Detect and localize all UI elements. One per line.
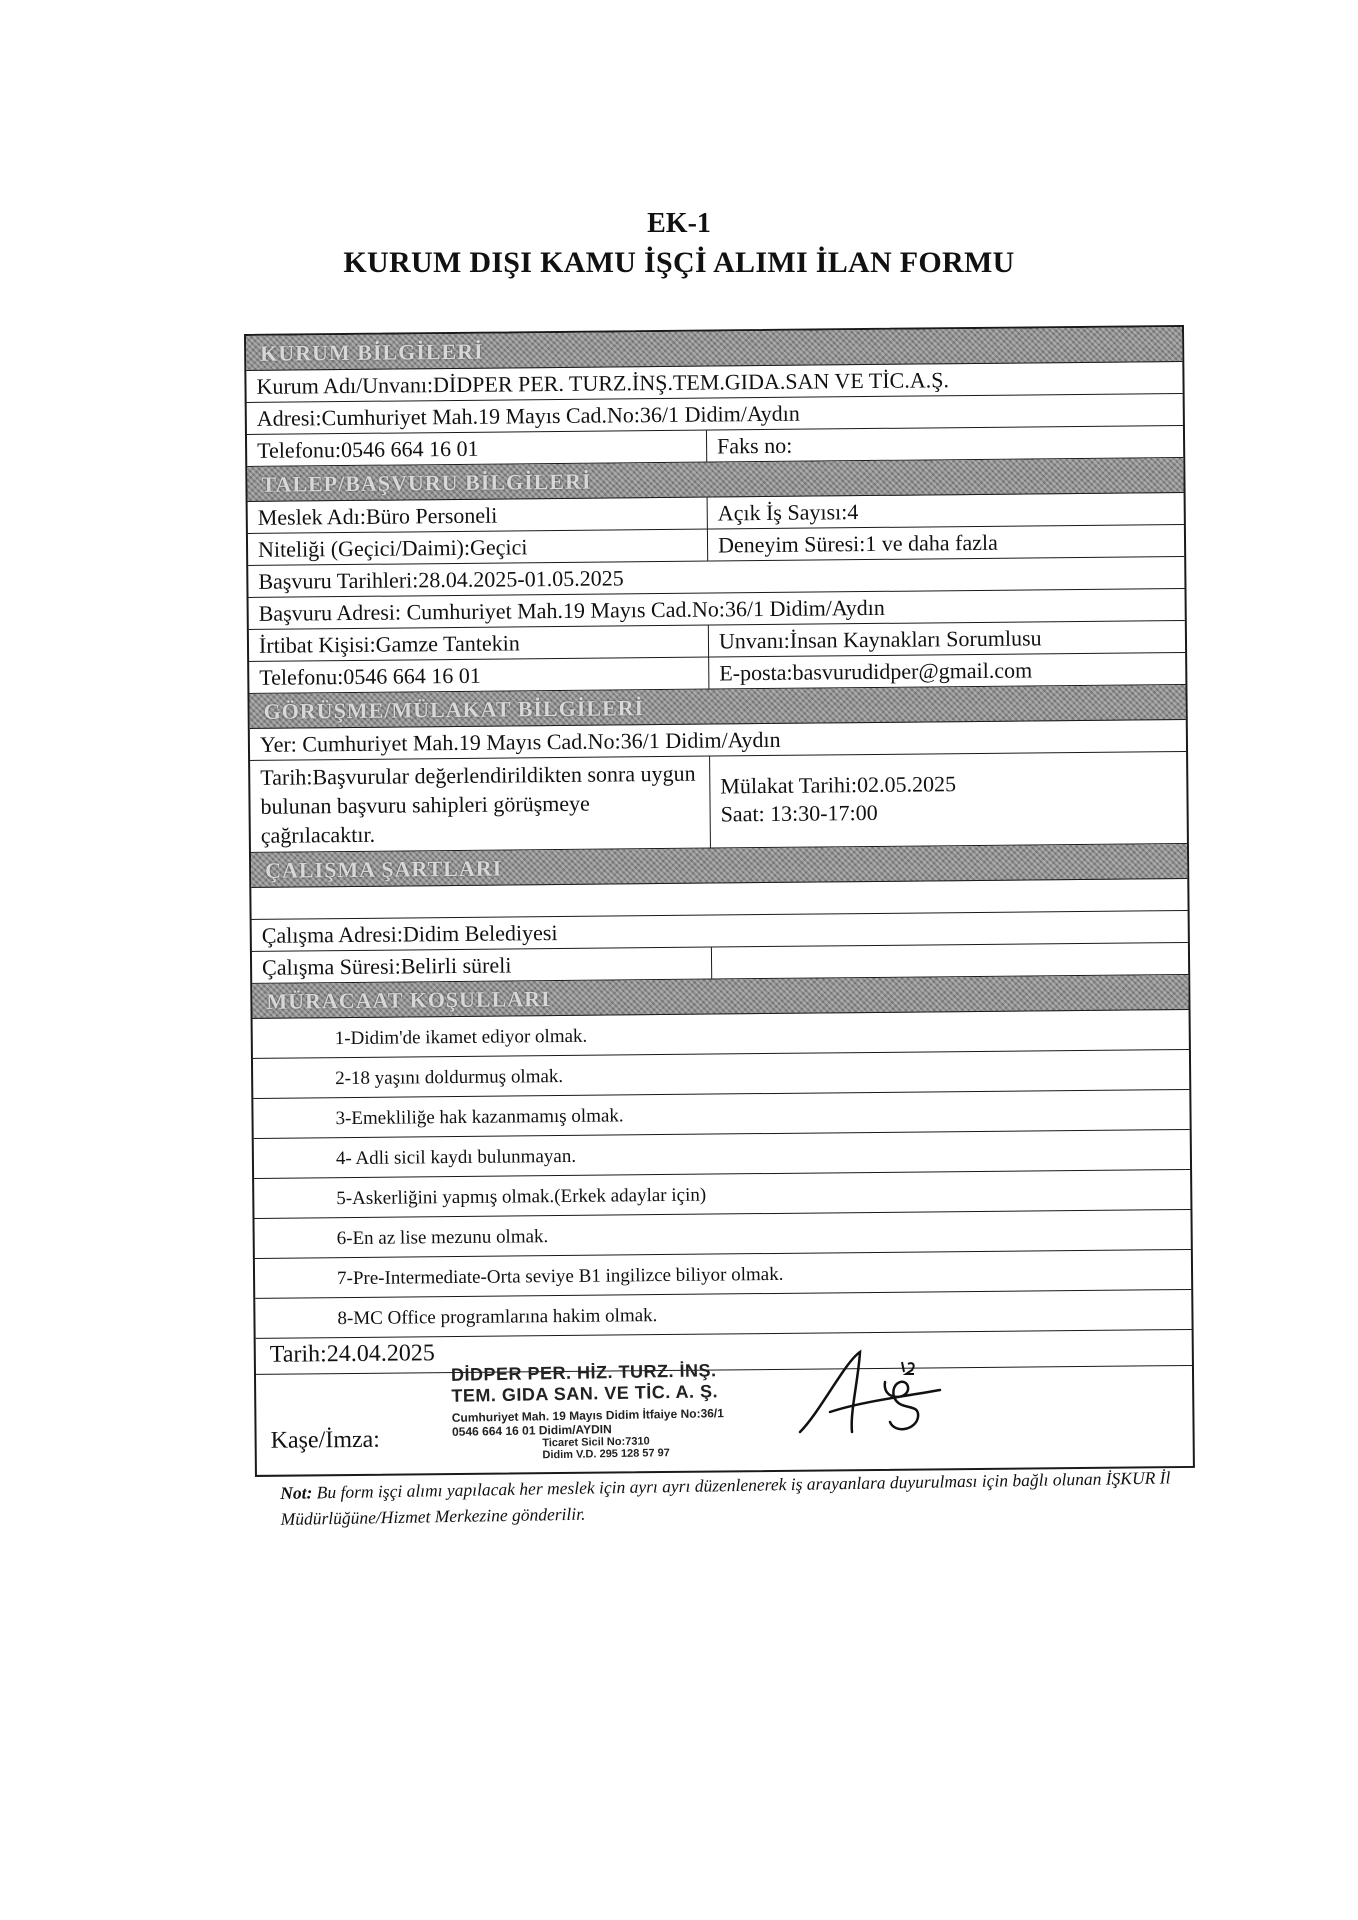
gorusme-zaman (710, 752, 1187, 848)
basvuru-tarihleri: Başvuru Tarihleri:28.04.2025-01.05.2025 (258, 565, 624, 594)
nitelik: Niteliği (Geçici/Daimi):Geçici (248, 530, 708, 565)
stamp-line: TEM. GIDA SAN. VE TİC. A. Ş. (451, 1381, 719, 1406)
note-label: Not: (280, 1482, 313, 1503)
section-title-gorusme: GÖRÜŞME/MÜLAKAT BİLGİLERİ (263, 695, 645, 724)
stamp-line: 0546 664 16 01 Didim/AYDIN (451, 1422, 612, 1439)
irtibat-unvan: Unvanı:İnsan Kaynakları Sorumlusu (718, 625, 1042, 654)
condition-text: 8-MC Office programlarına hakim olmak. (337, 1305, 658, 1330)
document-title: KURUM DIŞI KAMU İŞÇİ ALIMI İLAN FORMU (343, 246, 1015, 279)
basvuru-adresi: Başvuru Adresi: Cumhuriyet Mah.19 Mayıs Cad.No:36/1 Didim/Aydın (258, 594, 885, 626)
irtibat-eposta: E-posta:basvurudidper@gmail.com (719, 657, 1033, 686)
blank-cell (712, 943, 1188, 979)
gorusme-yer: Yer: Cumhuriyet Mah.19 Mayıs Cad.No:36/1 Didim/Aydın (259, 726, 781, 757)
stamp-line: DİDPER PER. HİZ. TURZ. İNŞ. (450, 1360, 717, 1385)
kase-imza-label: Kaşe/İmza: (270, 1426, 381, 1454)
calisma-suresi: Çalışma Süresi:Belirli süreli (252, 948, 712, 983)
stamp-line: Ticaret Sicil No:7310 (542, 1435, 650, 1450)
application-form (244, 325, 1195, 1477)
stamp-line: Didim V.D. 295 128 57 97 (542, 1447, 670, 1462)
section-title-kurum: KURUM BİLGİLERİ (260, 338, 484, 366)
irtibat-kisisi: İrtibat Kişisi:Gamze Tantekin (249, 626, 709, 661)
gorusme-tarih: Tarih:Başvurular değerlendirildikten sonra uygun bulunan başvuru sahipleri görüşmeye çağrılacaktır. (250, 757, 711, 852)
section-title-talep: TALEP/BAŞVURU BİLGİLERİ (261, 468, 592, 497)
form-tarih: Tarih:24.04.2025 (269, 1340, 435, 1368)
kurum-adres: Adresi:Cumhuriyet Mah.19 Mayıs Cad.No:36/1 Didim/Aydın (256, 400, 800, 431)
condition-text: 7-Pre-Intermediate-Orta seviye B1 ingilizce biliyor olmak. (336, 1263, 784, 1290)
kurum-telefon: Telefonu:0546 664 16 01 (247, 431, 707, 466)
condition-text: 1-Didim'de ikamet ediyor olmak. (334, 1025, 588, 1050)
calisma-adresi: Çalışma Adresi:Didim Belediyesi (261, 920, 558, 948)
condition-text: 3-Emekliliğe hak kazanmamış olmak. (335, 1105, 624, 1130)
condition-text: 5-Askerliğini yapmış olmak.(Erkek adaylar için) (336, 1184, 707, 1210)
deneyim-suresi: Deneyim Süresi:1 ve daha fazla (717, 529, 998, 558)
meslek-adi: Meslek Adı:Büro Personeli (248, 498, 708, 533)
condition-text: 4- Adli sicil kaydı bulunmayan. (335, 1145, 577, 1170)
condition-text: 6-En az lise mezunu olmak. (336, 1226, 549, 1250)
section-title-muracaat: MÜRACAAT KOŞULLARI (266, 986, 551, 1014)
note-text: Bu form işçi alımı yapılacak her meslek için ayrı ayrı düzenlenerek iş arayanlara duyurulması için bağlı olunan İŞKUR İl Müdürlüğüne/Hizmet Merkezine gönderilir. (280, 1467, 1171, 1529)
kurum-adi: Kurum Adı/Unvanı:DİDPER PER. TURZ.İNŞ.TEM.GIDA.SAN VE TİC.A.Ş. (256, 367, 950, 399)
mulakat-saati: Saat: 13:30-17:00 (720, 799, 878, 827)
row-gorusme-tarih (250, 752, 1187, 853)
acik-is-sayisi: Açık İş Sayısı:4 (717, 499, 859, 526)
condition-text: 2-18 yaşını doldurmuş olmak. (335, 1065, 564, 1090)
irtibat-telefon: Telefonu:0546 664 16 01 (249, 658, 709, 693)
kurum-faks: Faks no: (716, 432, 793, 459)
signature-icon (790, 1342, 950, 1452)
document-code: EK-1 (647, 208, 711, 239)
stamp-line: Cumhuriyet Mah. 19 Mayıs Didim İtfaiye No:36/1 (451, 1406, 724, 1425)
mulakat-tarihi: Mülakat Tarihi:02.05.2025 (720, 771, 957, 799)
section-title-calisma: ÇALIŞMA ŞARTLARI (265, 855, 503, 883)
